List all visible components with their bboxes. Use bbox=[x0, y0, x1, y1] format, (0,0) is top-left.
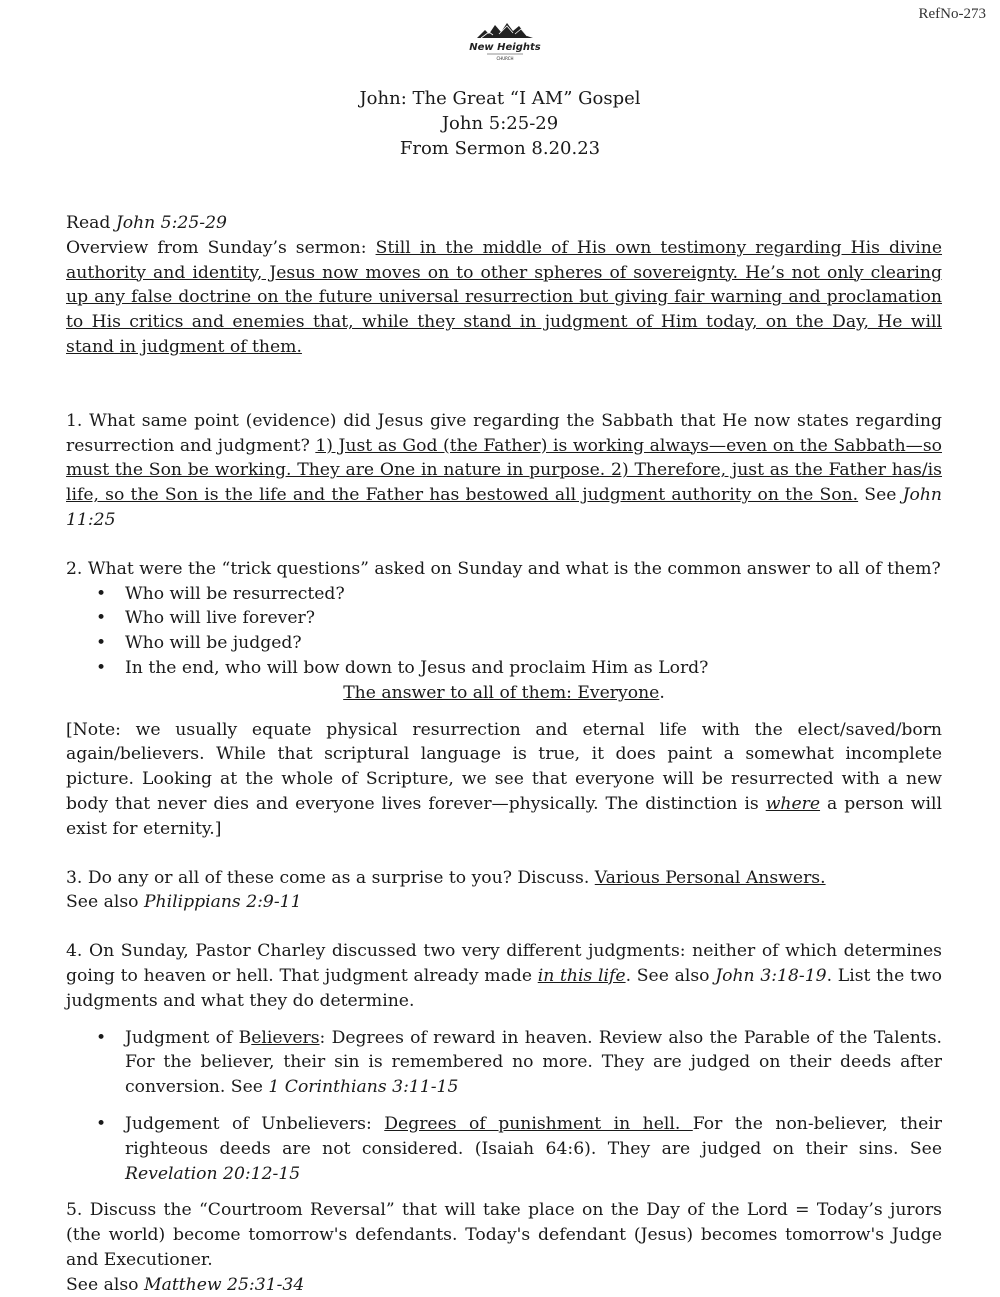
church-logo bbox=[455, 20, 555, 70]
title-line: John: The Great “I AM” Gospel bbox=[359, 88, 641, 109]
answer-2: The answer to all of them: Everyone. bbox=[343, 682, 665, 703]
answer-1: 1) Just as God (the Father) is working always—even on the Sabbath—so must the Son be working. They are One in nature in purpose. 2) Therefore, just as the Father has/is life, so the Son is the life and the Father has bestowed all judgment authority on the Son. bbox=[66, 435, 942, 506]
read-line: Read John 5:25-29 bbox=[66, 213, 227, 233]
answer-3: Various Personal Answers. bbox=[594, 867, 826, 888]
list-item: • Who will live forever? bbox=[66, 606, 942, 631]
question-3-see-also: See also Philippians 2:9-11 bbox=[66, 892, 302, 913]
list-item: • Who will be judged? bbox=[66, 631, 942, 656]
question-2: 2. What were the “trick questions” asked on Sunday and what is the common answer to all of them? bbox=[66, 558, 941, 579]
question-4: 4. On Sunday, Pastor Charley discussed two very different judgments: neither of which determines going to heaven or hell. That judgment already made in this life. See also John 3:18-19. List the two judgments and what they do determine. bbox=[66, 941, 942, 1011]
svg-text:New Heights: New Heights bbox=[469, 42, 541, 53]
list-item: • In the end, who will bow down to Jesus and proclaim Him as Lord? bbox=[66, 656, 942, 681]
list-item-unbelievers: • Judgement of Unbelievers: Degrees of punishment in hell. For the non-believer, their righteous deeds are not considered. (Isaiah 64:6). They are judged on their sins. See Revelation 20:12-15 bbox=[66, 1112, 942, 1186]
list-item: • Who will be resurrected? bbox=[66, 582, 942, 607]
overview: Overview from Sunday’s sermon: Still in the middle of His own testimony regarding His divine authority and identity, Jesus now moves on to other spheres of sovereignty. He’s not only clearing up any false doctrine on the future universal resurrection but giving fair warning and proclamation to His critics and enemies that, while they stand in judgment of Him today, on the Day, He will stand in judgment of them. bbox=[66, 237, 942, 357]
mountain-icon bbox=[477, 23, 533, 38]
note: [Note: we usually equate physical resurrection and eternal life with the elect/saved/born again/believers. While that scriptural language is true, it does paint a somewhat incomplete picture. Looking at the whole of Scripture, we see that everyone will be resurrected with a new body that never dies and everyone lives forever—physically. The distinction is where a person will exist for eternity.] bbox=[66, 719, 943, 839]
read-reference: John 5:25-29 bbox=[115, 213, 227, 233]
overview-text: Still in the middle of His own testimony regarding His divine authority and identity, Jesus now moves on to other spheres of sovereignty. He’s not only clearing up any false doctrine on the future universal resurrection but giving fair warning and proclamation to His critics and enemies that, while they stand in judgment of Him today, on the Day, He will stand in judgment of them. bbox=[66, 237, 942, 357]
sermon-date-line: From Sermon 8.20.23 bbox=[399, 138, 601, 159]
question-5: 5. Discuss the “Courtroom Reversal” that will take place on the Day of the Lord = Today’s jurors (the world) become tomorrow's defendants. Today's defendant (Jesus) becomes tomorrow's Judge and Executioner. bbox=[66, 1200, 942, 1270]
question-3: 3. Do any or all of these come as a surprise to you? Discuss. Various Personal Answers. bbox=[66, 867, 826, 888]
reference-number: RefNo-273 bbox=[918, 6, 986, 22]
question-5-see-also: See also Matthew 25:31-34 bbox=[66, 1274, 305, 1295]
list-item-believers: • Judgment of Believers: Degrees of reward in heaven. Review also the Parable of the Talents. For the believer, their sin is remembered no more. They are judged on their deeds after conversion. See 1 Corinthians 3:11-15 bbox=[66, 1026, 942, 1100]
question-1: 1. What same point (evidence) did Jesus give regarding the Sabbath that He now states regarding resurrection and judgment? 1) Just as God (the Father) is working always—even on the Sabbath—so must the Son be working. They are One in nature in purpose. 2) Therefore, just as the Father has/is life, so the Son is the life and the Father has bestowed all judgment authority on the Son. See John 11:25 bbox=[66, 410, 942, 530]
question-4-list bbox=[66, 1026, 942, 1187]
worksheet-body bbox=[66, 211, 942, 1297]
worksheet-title bbox=[0, 86, 1000, 161]
svg-text:CHURCH: CHURCH bbox=[496, 56, 514, 61]
scripture-line: John 5:25-29 bbox=[441, 113, 559, 134]
question-2-list bbox=[66, 582, 942, 681]
